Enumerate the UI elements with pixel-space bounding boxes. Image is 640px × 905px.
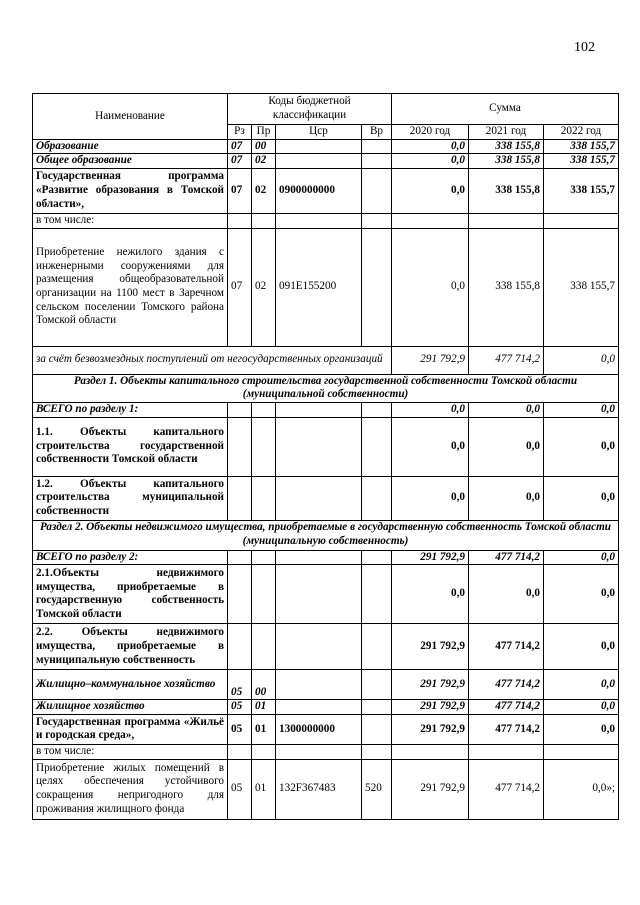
header-name: Наименование [33, 94, 228, 140]
row-2021: 0,0 [469, 417, 544, 476]
header-sum: Сумма [392, 94, 619, 125]
row-2022: 338 155,7 [544, 139, 619, 154]
header-2022: 2022 год [544, 125, 619, 140]
header-rz: Рз [228, 125, 252, 140]
row-2022: 0,0 [544, 565, 619, 624]
row-2021: 477 714,2 [469, 550, 544, 565]
row-csr: 0900000000 [276, 168, 362, 213]
table-row [33, 700, 619, 715]
row-pr: 00 [252, 139, 276, 154]
row-vr: 520 [362, 759, 392, 819]
row-rz: 05 [228, 759, 252, 819]
row-pr: 02 [252, 228, 276, 346]
page-number: 102 [574, 40, 595, 55]
budget-table [32, 93, 619, 820]
row-2022: 0,0 [544, 714, 619, 744]
table-row [33, 228, 619, 346]
table-row [33, 213, 619, 228]
row-2021: 477 714,2 [469, 624, 544, 670]
table-row [33, 550, 619, 565]
row-pr: 01 [252, 700, 276, 715]
row-name: 1.1. Объекты капитального строительства государственной собственности Томской области [33, 417, 228, 476]
row-2020: 291 792,9 [392, 700, 469, 715]
section-1-title: Раздел 1. Объекты капитального строительства государственной собственности Томской области (муниципальной собственности) [33, 374, 619, 402]
row-2020: 0,0 [392, 476, 469, 520]
row-2021: 338 155,8 [469, 168, 544, 213]
row-name: Жилищное хозяйство [33, 700, 228, 715]
row-rz: 07 [228, 139, 252, 154]
row-vr [362, 228, 392, 346]
row-name: Приобретение нежилого здания с инженерными сооружениями для размещения общеобразовательной организации на 1100 мест в Заречном сельском поселении Томского района Томской области [33, 228, 228, 346]
row-rz: 05 [228, 714, 252, 744]
row-name: Приобретение жилых помещений в целях обеспечения устойчивого сокращения непригодного для проживания жилищного фонда [33, 759, 228, 819]
row-name: Образование [33, 139, 228, 154]
row-2020: 291 792,9 [392, 550, 469, 565]
row-vr [362, 154, 392, 169]
row-csr [276, 139, 362, 154]
row-rz: 05 [228, 670, 252, 700]
table-row [33, 744, 619, 759]
row-csr [276, 154, 362, 169]
row-csr: 1300000000 [276, 714, 362, 744]
row-2020: 0,0 [392, 139, 469, 154]
row-2021: 477 714,2 [469, 346, 544, 374]
row-2020: 0,0 [392, 417, 469, 476]
section-2-title: Раздел 2. Объекты недвижимого имущества, приобретаемые в государственную собственность Томской области (муниципальную собственность) [33, 520, 619, 550]
row-2022: 0,0 [544, 670, 619, 700]
header-pr: Пр [252, 125, 276, 140]
row-2020: 0,0 [392, 565, 469, 624]
row-2020: 291 792,9 [392, 670, 469, 700]
row-2020: 0,0 [392, 154, 469, 169]
row-2021: 0,0 [469, 402, 544, 417]
row-2021: 338 155,8 [469, 228, 544, 346]
table-row [33, 759, 619, 819]
section-row [33, 520, 619, 550]
row-2022: 0,0 [544, 417, 619, 476]
row-2020: 0,0 [392, 402, 469, 417]
header-row [33, 94, 619, 125]
header-codes: Коды бюджетной классификации [228, 94, 392, 125]
row-2021: 0,0 [469, 476, 544, 520]
table-row [33, 402, 619, 417]
row-name: в том числе: [33, 744, 228, 759]
row-2022: 0,0 [544, 402, 619, 417]
row-pr: 01 [252, 759, 276, 819]
row-vr [362, 139, 392, 154]
row-name: 2.1.Объекты недвижимого имущества, приобретаемые в государственную собственность Томской области [33, 565, 228, 624]
row-2021: 477 714,2 [469, 670, 544, 700]
row-rz: 07 [228, 168, 252, 213]
row-2020: 0,0 [392, 168, 469, 213]
header-2021: 2021 год [469, 125, 544, 140]
row-rz: 07 [228, 154, 252, 169]
row-2022: 0,0 [544, 700, 619, 715]
row-2020: 291 792,9 [392, 624, 469, 670]
row-name: Общее образование [33, 154, 228, 169]
row-csr: 091E155200 [276, 228, 362, 346]
header-vr: Вр [362, 125, 392, 140]
row-name: 1.2. Объекты капитального строительства муниципальной собственности [33, 476, 228, 520]
row-2022: 338 155,7 [544, 228, 619, 346]
row-2021: 338 155,8 [469, 154, 544, 169]
row-csr: 132F367483 [276, 759, 362, 819]
row-name: Государственная программа «Развитие образования в Томской области», [33, 168, 228, 213]
row-2020: 291 792,9 [392, 346, 469, 374]
row-2022: 0,0»; [544, 759, 619, 819]
row-2021: 0,0 [469, 565, 544, 624]
row-name: Жилищно–коммунальное хозяйство [33, 670, 228, 700]
row-pr: 01 [252, 714, 276, 744]
row-pr: 02 [252, 154, 276, 169]
row-name: Государственная программа «Жильё и городская среда», [33, 714, 228, 744]
row-2022: 0,0 [544, 624, 619, 670]
table-row [33, 670, 619, 700]
row-2021: 477 714,2 [469, 714, 544, 744]
row-rz: 07 [228, 228, 252, 346]
row-pr: 02 [252, 168, 276, 213]
row-2022: 0,0 [544, 550, 619, 565]
table-row [33, 139, 619, 154]
table-row [33, 346, 619, 374]
table-row [33, 624, 619, 670]
header-2020: 2020 год [392, 125, 469, 140]
row-2021: 477 714,2 [469, 700, 544, 715]
section-row [33, 374, 619, 402]
row-2021: 477 714,2 [469, 759, 544, 819]
row-name: за счёт безвозмездных поступлений от негосударственных организаций [33, 346, 392, 374]
row-2022: 0,0 [544, 346, 619, 374]
row-pr: 00 [252, 670, 276, 700]
header-csr: Цср [276, 125, 362, 140]
table-row [33, 154, 619, 169]
row-name: ВСЕГО по разделу 2: [33, 550, 228, 565]
row-vr [362, 168, 392, 213]
row-2020: 291 792,9 [392, 714, 469, 744]
row-rz: 05 [228, 700, 252, 715]
table-row [33, 417, 619, 476]
row-name: 2.2. Объекты недвижимого имущества, приобретаемые в муниципальную собственность [33, 624, 228, 670]
row-2020: 291 792,9 [392, 759, 469, 819]
row-2022: 0,0 [544, 476, 619, 520]
table-row [33, 168, 619, 213]
row-name: ВСЕГО по разделу 1: [33, 402, 228, 417]
row-2020: 0,0 [392, 228, 469, 346]
table-row [33, 565, 619, 624]
row-2022: 338 155,7 [544, 168, 619, 213]
table-row [33, 714, 619, 744]
row-name: в том числе: [33, 213, 228, 228]
row-2022: 338 155,7 [544, 154, 619, 169]
row-2021: 338 155,8 [469, 139, 544, 154]
table-row [33, 476, 619, 520]
